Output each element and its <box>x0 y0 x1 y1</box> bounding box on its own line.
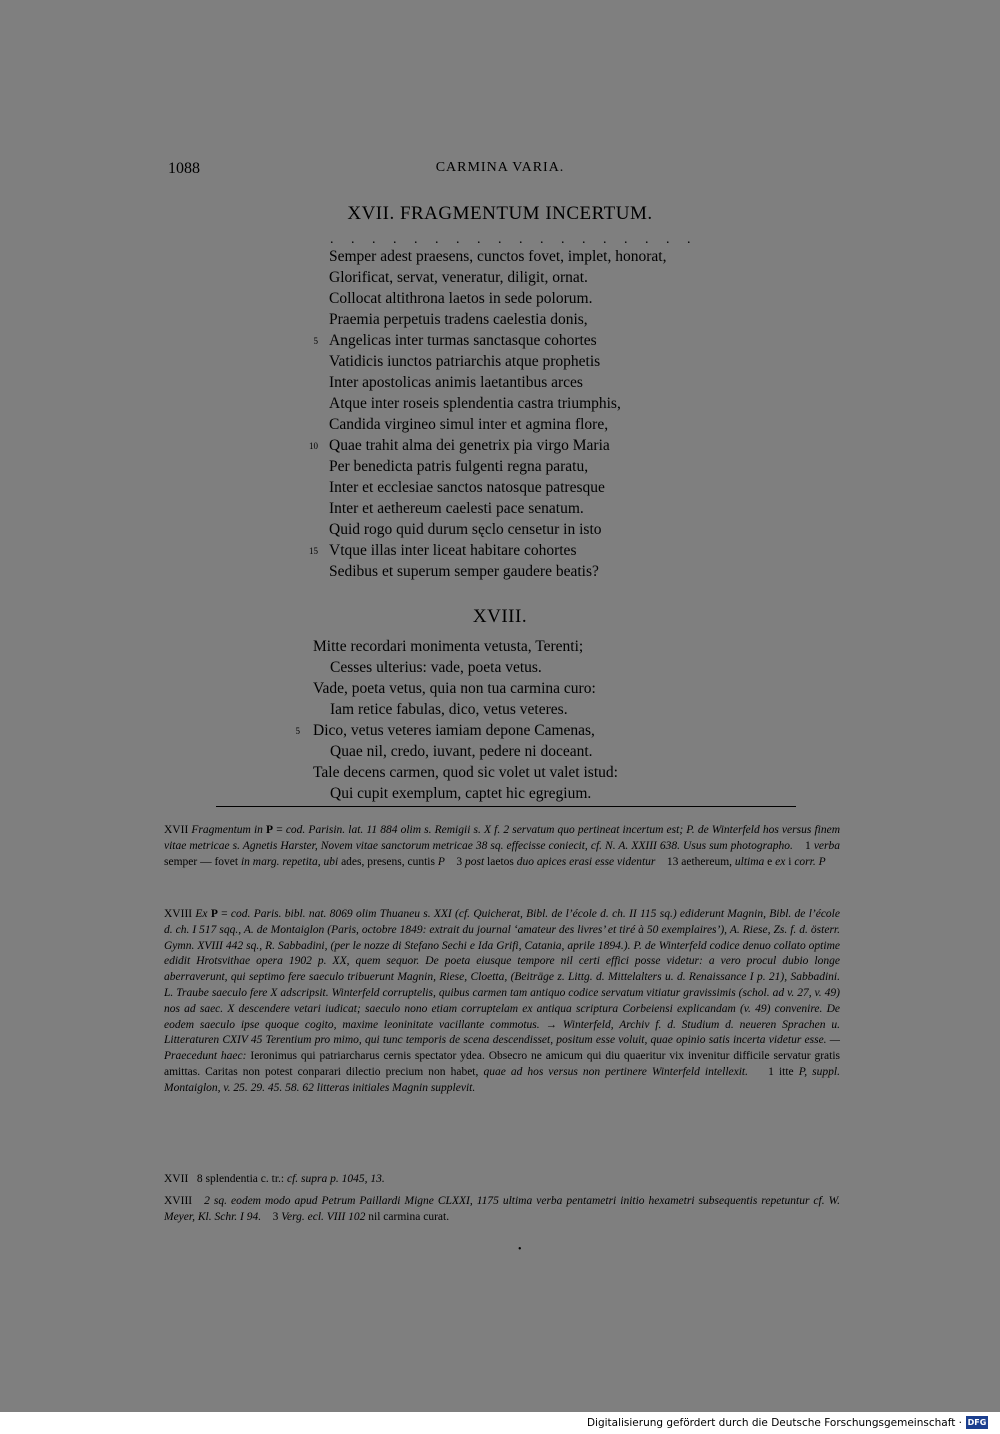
poem-xvii-verse-line: Inter apostolicas animis laetantibus arces <box>329 374 583 391</box>
source-note-xvii: XVII 8 splendentia c. tr.: cf. supra p. 1045, 13. <box>164 1173 385 1185</box>
poem-xviii-verse-line: Dico, vetus veteres iamiam depone Camenas, <box>313 722 595 739</box>
poem-xviii-verse-line: Qui cupit exemplum, captet hic egregium. <box>330 785 592 802</box>
poem-xvii-verse-line: Quae trahit alma dei genetrix pia virgo Maria <box>329 437 610 454</box>
poem-xvii-verse-line: Vatidicis iunctos patriarchis atque prophetis <box>329 353 601 370</box>
poem-xvii-verse-line: Vtque illas inter liceat habitare cohortes <box>329 542 577 559</box>
poem-xvii-title: XVII. FRAGMENTUM INCERTUM. <box>347 203 653 224</box>
poem-xvii-verse-line: Semper adest praesens, cunctos fovet, implet, honorat, <box>329 248 667 265</box>
source-note-xviii: XVIII 2 sq. eodem modo apud Petrum Paillardi Migne CLXXI, 1175 ultima verba pentametri initio hexametri subsequentis repetuntur cf. W. Meyer, Kl. Schr. I 94. 3 Verg. ecl. VIII 102 nil carmina curat. <box>164 1195 840 1223</box>
apparatus-note-xvii: XVII Fragmentum in P = cod. Parisin. lat. 11 884 olim s. Remigii s. X f. 2 servatum quo pertineat incertum est; P. de Winterfeld hos versus finem vitae metricae s. Agnetis Harster, Novem vitae sanctorum metricae 38 sq. effecisse coniecit, cf. N. A. XXIII 638. Usus sum photographo. 1 verba semper — fovet in marg. repetita, ubi ades, presens, cuntis P 3 post laetos duo apices erasi esse videntur 13 aethereum, ultima e ex i corr. P <box>164 824 841 868</box>
poem-xviii-verse-line: Vade, poeta vetus, quia non tua carmina curo: <box>313 680 596 697</box>
poem-xvii-verse-line: Praemia perpetuis tradens caelestia donis, <box>329 311 588 328</box>
poem-xviii-verse-line: Iam retice fabulas, dico, vetus veteres. <box>330 701 568 718</box>
poem-xvii-verse-line: Angelicas inter turmas sanctasque cohortes <box>329 332 597 349</box>
poem-xvii-verse-line: Quid rogo quid durum sęclo censetur in isto <box>329 521 602 538</box>
poem-xvii-verse-line: Inter et ecclesiae sanctos natosque patresque <box>329 479 605 496</box>
running-head: CARMINA VARIA. <box>435 160 565 175</box>
poem-xvii-verse-line: Atque inter roseis splendentia castra triumphis, <box>329 395 621 412</box>
apparatus-note-xviii: XVIII Ex P = cod. Paris. bibl. nat. 8069 olim Thuaneu s. XXI (cf. Quicherat, Bibl. de l’école d. ch. II 115 sq.) ediderunt Magnin, Bibl. de l’école d. ch. I 517 sqq., A. de Montaiglon (Paris, octobre 1849: extrait du journal ‘amateur des livres’ et tiré à 50 exemplaires’), A. Riese, Zs. f. d. österr. Gymn. XVIII 442 sq., R. Sabbadini, (per le nozze di Stefano Sechi e Ida Grifi, Catania, aprile 1894.). P. de Winterfeld codice denuo collato optime edidit Hrotsvithae opera 1902 p. XX, quem sequor. De poeta eiusque tempore nil certi effici posse videtur: a vero procul dubio longe aberraverunt, qui septimo fere saeculo tribuerunt Magnin, Riese, Cloetta, (Beiträge z. Littg. d. Mittelalters u. d. Renaissance I p. 21), Sabbadini. L. Traube saeculo fere X adscripsit. Winterfeld corruptelis, quibus carmen tam antiquo codice servatum vitiatur gravissimis (schol. ad v. 27, v. 49) nos ad saec. X descendere vetari iudicat; saeculo nono etiam corruptelam ex antiqua scriptura Corbeiensi explicandam (v. 49) convenire. De eodem saeculo ipse quoque cogito, maxime leoninitate vacillante commotus. → Winterfeld, Archiv f. d. Studium d. neueren Sprachen u. Litteraturen CXIV 45 Terentium pro mimo, qui tunc temporis de scena descendisset, positum esse voluit, quae opinio satis incerta videtur esse. — Praecedunt haec: Ieronimus qui patriarcharus cernis spectator ydea. Obsecro ne amicum qui diu quaeritur vix invenitur difficile servatur gratis amittas. Caritas non potest conparari dilectio precium non habet, quae ad hos versus non pertinere Winterfeld intellexit. 1 itte P, suppl. Montaiglon, v. 25. 29. 45. 58. 62 litteras initiales Magnin supplevit. <box>164 908 840 1094</box>
poem-xviii-title: XVIII. <box>472 606 528 627</box>
poem-xvii-line-number: 10 <box>309 441 318 451</box>
poem-xviii-verse-line: Quae nil, credo, iuvant, pedere ni doceant. <box>330 743 593 760</box>
bottom-mark: • <box>518 1244 522 1255</box>
poem-xvii-verse-line: Collocat altithrona laetos in sede polorum. <box>329 290 593 307</box>
lacuna-dots: . . . . . . . . . . . . . . . . . . <box>330 232 698 247</box>
poem-xviii-verse-line: Tale decens carmen, quod sic volet ut valet istud: <box>313 764 618 781</box>
poem-xvii-verse-line: Glorificat, servat, veneratur, diligit, ornat. <box>329 269 588 286</box>
poem-xvii-line-number: 15 <box>309 546 318 556</box>
dfg-logo: DFG <box>967 1418 987 1427</box>
page-number: 1088 <box>168 160 200 177</box>
footnote-rule <box>216 806 796 807</box>
poem-xviii-verse-line: Cesses ulterius: vade, poeta vetus. <box>330 659 542 676</box>
poem-xvii-line-number: 5 <box>313 336 318 346</box>
poem-xvii-verse-line: Inter et aethereum caelesti pace senatum. <box>329 500 584 517</box>
funding-credit: Digitalisierung gefördert durch die Deutsche Forschungsgemeinschaft · <box>586 1417 962 1429</box>
poem-xvii-verse-line: Candida virgineo simul inter et agmina flore, <box>329 416 609 433</box>
poem-xvii-verse-line: Per benedicta patris fulgenti regna paratu, <box>329 458 589 475</box>
poem-xviii-verse-line: Mitte recordari monimenta vetusta, Terenti; <box>313 638 584 655</box>
poem-xviii-line-number: 5 <box>295 726 300 736</box>
poem-xvii-verse-line: Sedibus et superum semper gaudere beatis? <box>329 563 599 580</box>
